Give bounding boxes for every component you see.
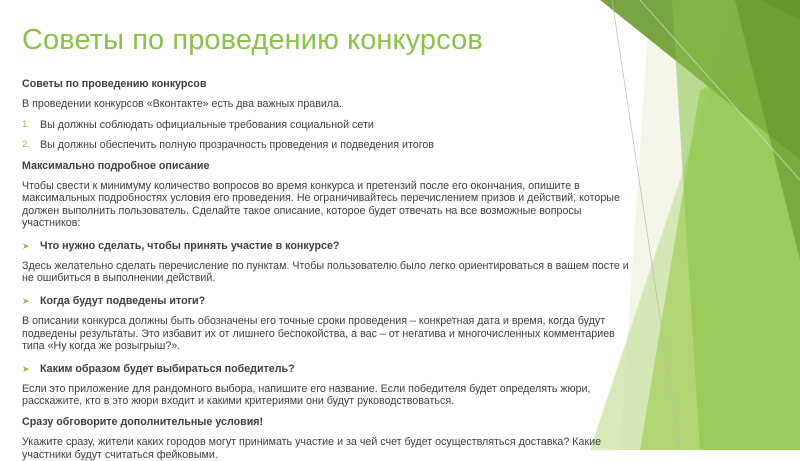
rule-text: Вы должны соблюдать официальные требования социальной сети [40,118,374,131]
answer-text: В описании конкурса должны быть обозначены его точные сроки проведения – конкретная дата и время, когда будут подведены результаты. Это избавит их от лишнего беспокойства, а вас – от негатива и многочисленных комментариев типа «Ну когда же розыгрыш?». [22,315,615,353]
question-text: Когда будут подведены итоги? [40,294,206,307]
intro-text: В проведении конкурсов «Вконтакте» есть два важных правила. [22,98,342,111]
rule-text: Вы должны обеспечить полную прозрачность проведения и подведения итогов [40,139,434,152]
rule-item [22,119,634,131]
question-item [22,240,634,252]
question-text: Что нужно сделать, чтобы принять участие в конкурсе? [40,239,340,252]
description-text: Чтобы свести к минимуму количество вопросов во время конкурса и претензий после его окончания, опишите в максимальных подробностях условия его проведения. Не ограничивайтесь перечислением призов и действий, которые должен выполнить пользователь. Сделайте такое описание, которое будет отвечать на все возможные вопросы участников: [22,180,620,230]
arrow-bullet-icon: ➤ [22,363,30,374]
rule-number: 1. [22,118,30,130]
answer-text: Если это приложение для рандомного выбора, напишите его название. Если победителя будет определять жюри, расскажите, кто в это жюри входит и какими критериями они будут руководствоваться. [22,382,591,408]
rule-item [22,139,634,151]
heading-description: Максимально подробное описание [22,159,210,172]
conditions-text: Укажите сразу, жители каких городов могут принимать участие и за чей счет будет осуществляться доставка? Какие участники будут считаться фейковыми. [22,436,602,461]
heading-tips: Советы по проведению конкурсов [22,78,207,90]
question-item [22,295,634,307]
slide-title: Советы по проведению конкурсов [22,24,483,56]
arrow-bullet-icon: ➤ [22,240,30,251]
rule-number: 2. [22,139,30,151]
answer-text: Здесь желательно сделать перечисление по пунктам. Чтобы пользователю было легко ориентироваться в вашем посте и не ошибиться в выполнении действий. [22,260,629,285]
question-text: Каким образом будет выбираться победитель? [40,362,295,375]
slide-content [22,78,634,461]
heading-conditions: Сразу обговорите дополнительные условия! [22,415,264,428]
arrow-bullet-icon: ➤ [22,295,30,306]
question-item [22,363,634,375]
